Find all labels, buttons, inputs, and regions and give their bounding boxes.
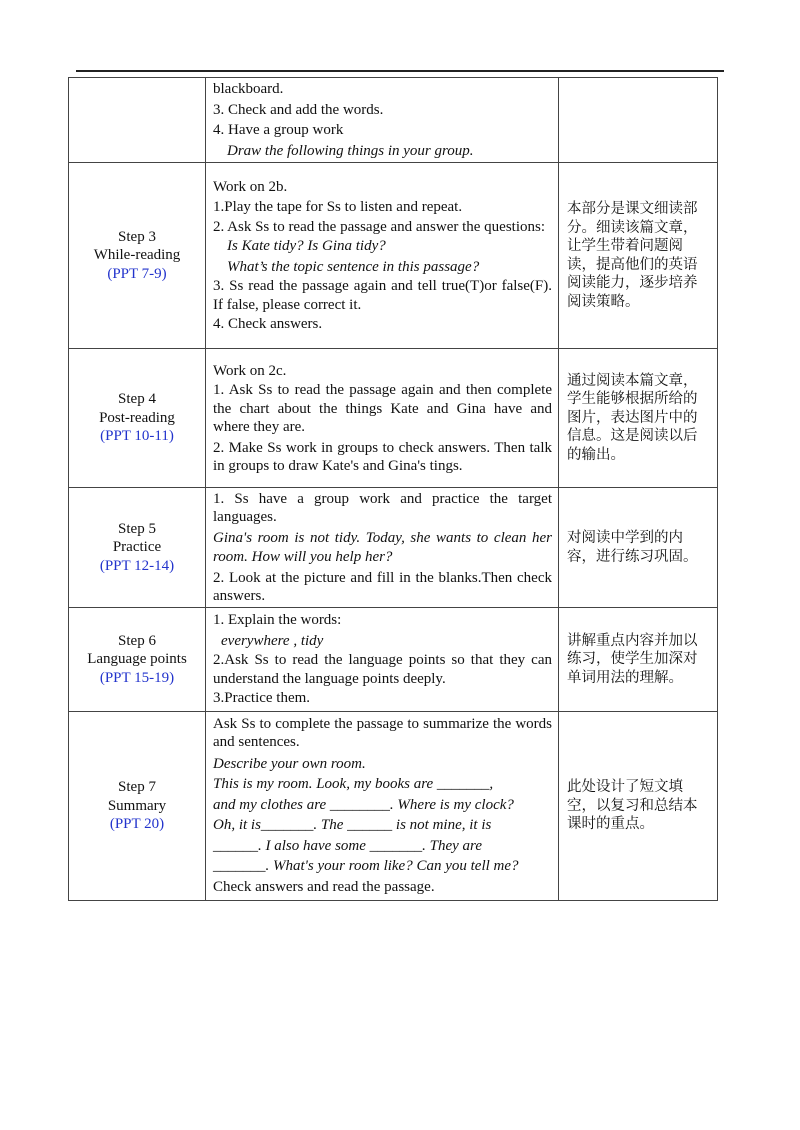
table-row bbox=[69, 78, 718, 163]
step-number: Step 4 bbox=[118, 391, 156, 408]
step-stage: Practice bbox=[112, 539, 162, 556]
step-stage: Summary bbox=[107, 797, 167, 814]
purpose-cell: 讲解重点内容并加以练习，使学生加深对单词用法的理解。 bbox=[559, 608, 718, 712]
activity-line: Gina's room is not tidy. Today, she wants to clean her room. How will you help her? bbox=[213, 529, 552, 565]
ppt-range: (PPT 7-9) bbox=[107, 265, 167, 282]
step-number: Step 7 bbox=[118, 779, 156, 796]
table-row bbox=[69, 488, 718, 608]
activity-cell bbox=[206, 608, 559, 712]
table-row bbox=[69, 608, 718, 712]
table-row bbox=[69, 163, 718, 349]
step-stage: Post-reading bbox=[99, 409, 175, 426]
ppt-range: (PPT 20) bbox=[109, 816, 165, 833]
step-cell bbox=[69, 488, 206, 608]
activity-line: ______. I also have some _______. They are bbox=[213, 837, 482, 854]
activity-line: Check answers and read the passage. bbox=[213, 878, 435, 895]
table-row bbox=[69, 712, 718, 901]
step-stage: While-reading bbox=[93, 247, 181, 264]
activity-line: Work on 2b. bbox=[213, 178, 288, 195]
step-stage: Language points bbox=[87, 651, 187, 668]
activity-line: everywhere , tidy bbox=[221, 632, 324, 649]
activity-line: 3. Ss read the passage again and tell true(T)or false(F). If false, please correct it. bbox=[213, 278, 552, 313]
activity-line: Describe your own room. bbox=[213, 755, 366, 772]
activity-cell bbox=[206, 488, 559, 608]
step-cell bbox=[69, 608, 206, 712]
activity-line: 4. Have a group work bbox=[213, 122, 344, 138]
ppt-range: (PPT 12-14) bbox=[99, 557, 175, 574]
activity-line: This is my room. Look, my books are _______, bbox=[213, 776, 494, 793]
activity-line: 3.Practice them. bbox=[213, 690, 311, 707]
purpose-cell: 本部分是课文细读部分。细读该篇文章，让学生带着问题阅读，提高他们的英语阅读能力，逐步培养阅读策略。 bbox=[559, 163, 718, 349]
activity-line: 2. Ask Ss to read the passage and answer the questions: bbox=[213, 218, 546, 235]
activity-cell bbox=[206, 349, 559, 488]
activity-line: 2. Make Ss work in groups to check answers. Then talk in groups to draw Kate's and Gina's tings. bbox=[213, 439, 552, 474]
activity-cell bbox=[206, 163, 559, 349]
activity-cell bbox=[206, 78, 559, 163]
activity-line: 1.Play the tape for Ss to listen and repeat. bbox=[213, 199, 463, 215]
ppt-range: (PPT 15-19) bbox=[99, 669, 175, 686]
activity-line: 4. Check answers. bbox=[213, 316, 323, 332]
activity-line: 3. Check and add the words. bbox=[213, 101, 384, 118]
activity-cell bbox=[206, 712, 559, 901]
activity-line: Work on 2c. bbox=[213, 362, 287, 379]
step-cell bbox=[69, 349, 206, 488]
activity-line: blackboard. bbox=[213, 81, 284, 97]
activity-line: What’s the topic sentence in this passage? bbox=[227, 258, 480, 275]
activity-line: _______. What's your room like? Can you tell me? bbox=[213, 858, 519, 875]
purpose-cell: 通过阅读本篇文章，学生能够根据所给的图片，表达图片中的信息。这是阅读以后的输出。 bbox=[559, 349, 718, 488]
step-cell bbox=[69, 712, 206, 901]
step-number: Step 3 bbox=[118, 228, 156, 245]
step-number: Step 6 bbox=[118, 632, 156, 649]
header-rule bbox=[76, 70, 724, 72]
activity-line: 1. Ss have a group work and practice the target languages. bbox=[213, 490, 552, 525]
activity-line: Oh, it is_______. The ______ is not mine, it is bbox=[213, 817, 492, 834]
step-number: Step 5 bbox=[118, 520, 156, 537]
activity-line: Ask Ss to complete the passage to summarize the words and sentences. bbox=[213, 715, 552, 751]
activity-line: and my clothes are ________. Where is my clock? bbox=[213, 796, 514, 813]
step-cell bbox=[69, 163, 206, 349]
ppt-range: (PPT 10-11) bbox=[100, 428, 174, 445]
activity-line: 1. Explain the words: bbox=[213, 612, 342, 629]
activity-line: Is Kate tidy? Is Gina tidy? bbox=[227, 238, 386, 254]
activity-line: 1. Ask Ss to read the passage again and then complete the chart about the things Kate and Gina have and where they are. bbox=[213, 382, 552, 435]
activity-line: 2. Look at the picture and fill in the blanks.Then check answers. bbox=[213, 569, 552, 604]
table-row bbox=[69, 349, 718, 488]
step-cell bbox=[69, 78, 206, 163]
purpose-cell: 此处设计了短文填空，以复习和总结本课时的重点。 bbox=[559, 712, 718, 901]
activity-line: Draw the following things in your group. bbox=[227, 142, 474, 159]
purpose-cell bbox=[559, 78, 718, 163]
activity-line: 2.Ask Ss to read the language points so that they can understand the language points deeply. bbox=[213, 652, 552, 687]
lesson-plan-table bbox=[68, 77, 718, 901]
purpose-cell: 对阅读中学到的内容，进行练习巩固。 bbox=[559, 488, 718, 608]
